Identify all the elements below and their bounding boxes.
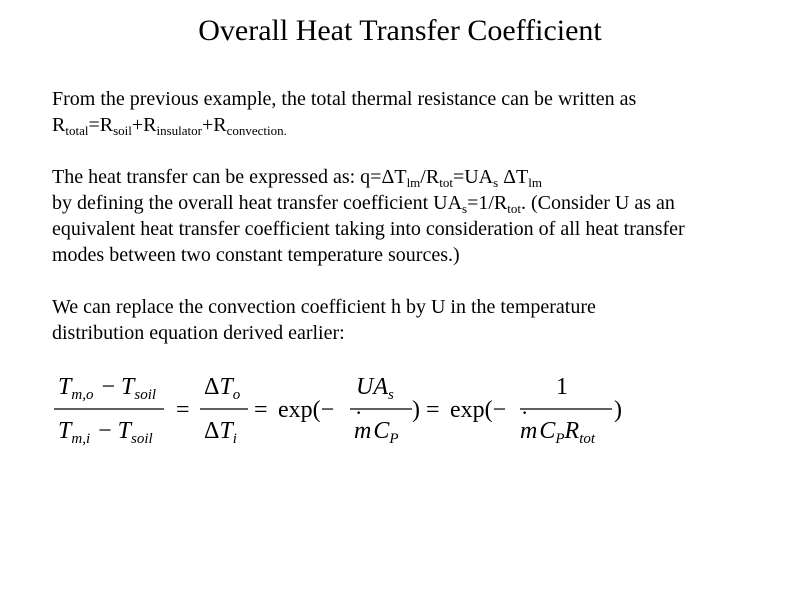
svg-text:·: · bbox=[521, 400, 529, 425]
paragraph-2-line-2: by defining the overall heat transfer coefficient $UA_s=1/R_{tot}$. (Consider U as an bbox=[52, 192, 675, 216]
svg-text:Tm,i−Tsoil: $T_{m,i} - T_{soil}$ bbox=[58, 418, 153, 447]
svg-text:mCPRtot: $mC_PR_{tot}$ bbox=[520, 418, 596, 447]
svg-text:): ) bbox=[614, 397, 622, 423]
svg-text:Tm,o−Tsoil: $T_{m,o} - T_{soil}$ bbox=[58, 374, 157, 403]
svg-text:mCP: $mC_P$ bbox=[354, 418, 399, 447]
temperature-distribution-equation bbox=[52, 372, 692, 452]
svg-text:ΔTi: $\Delta T_i$ bbox=[204, 418, 237, 447]
svg-text:exp(−: exp(− bbox=[278, 397, 335, 423]
svg-text:1: 1 bbox=[556, 374, 568, 400]
paragraph-1-line-2: $R_{total}=R_{soil}+R_{insulator}+R_{convection.}$ bbox=[52, 114, 287, 138]
svg-text:): ) bbox=[412, 397, 420, 423]
paragraph-3-line-1: We can replace the convection coefficient h by U in the temperature bbox=[52, 296, 596, 318]
slide-title: Overall Heat Transfer Coefficient bbox=[198, 14, 602, 47]
svg-text:ΔTo: $\Delta T_o$ bbox=[204, 374, 241, 403]
paragraph-3-line-2: distribution equation derived earlier: bbox=[52, 322, 345, 344]
svg-text:·: · bbox=[355, 400, 363, 425]
fraction-delta-ratio bbox=[200, 374, 248, 447]
fraction-ua-over-mcp bbox=[350, 374, 412, 447]
fraction-one-over-mcpr bbox=[520, 374, 612, 447]
svg-text:UAs: $UA_s$ bbox=[356, 374, 394, 403]
paragraph-2-line-1: The heat transfer can be expressed as: $q=\Delta T_{lm}/R_{tot}=UA_s$ $\Delta T_{lm}$ bbox=[52, 166, 542, 190]
paragraph-1-line-1: From the previous example, the total thermal resistance can be written as bbox=[52, 88, 637, 110]
paragraph-2-line-4: modes between two constant temperature sources.) bbox=[52, 244, 460, 266]
equals-sign-3: = bbox=[426, 397, 440, 423]
fraction-temperature-ratio bbox=[54, 374, 164, 447]
equals-sign-1: = bbox=[176, 397, 190, 423]
svg-text:exp(−: exp(− bbox=[450, 397, 507, 423]
equals-sign-2: = bbox=[254, 397, 268, 423]
paragraph-2-line-3: equivalent heat transfer coefficient taking into consideration of all heat transfer bbox=[52, 218, 685, 240]
